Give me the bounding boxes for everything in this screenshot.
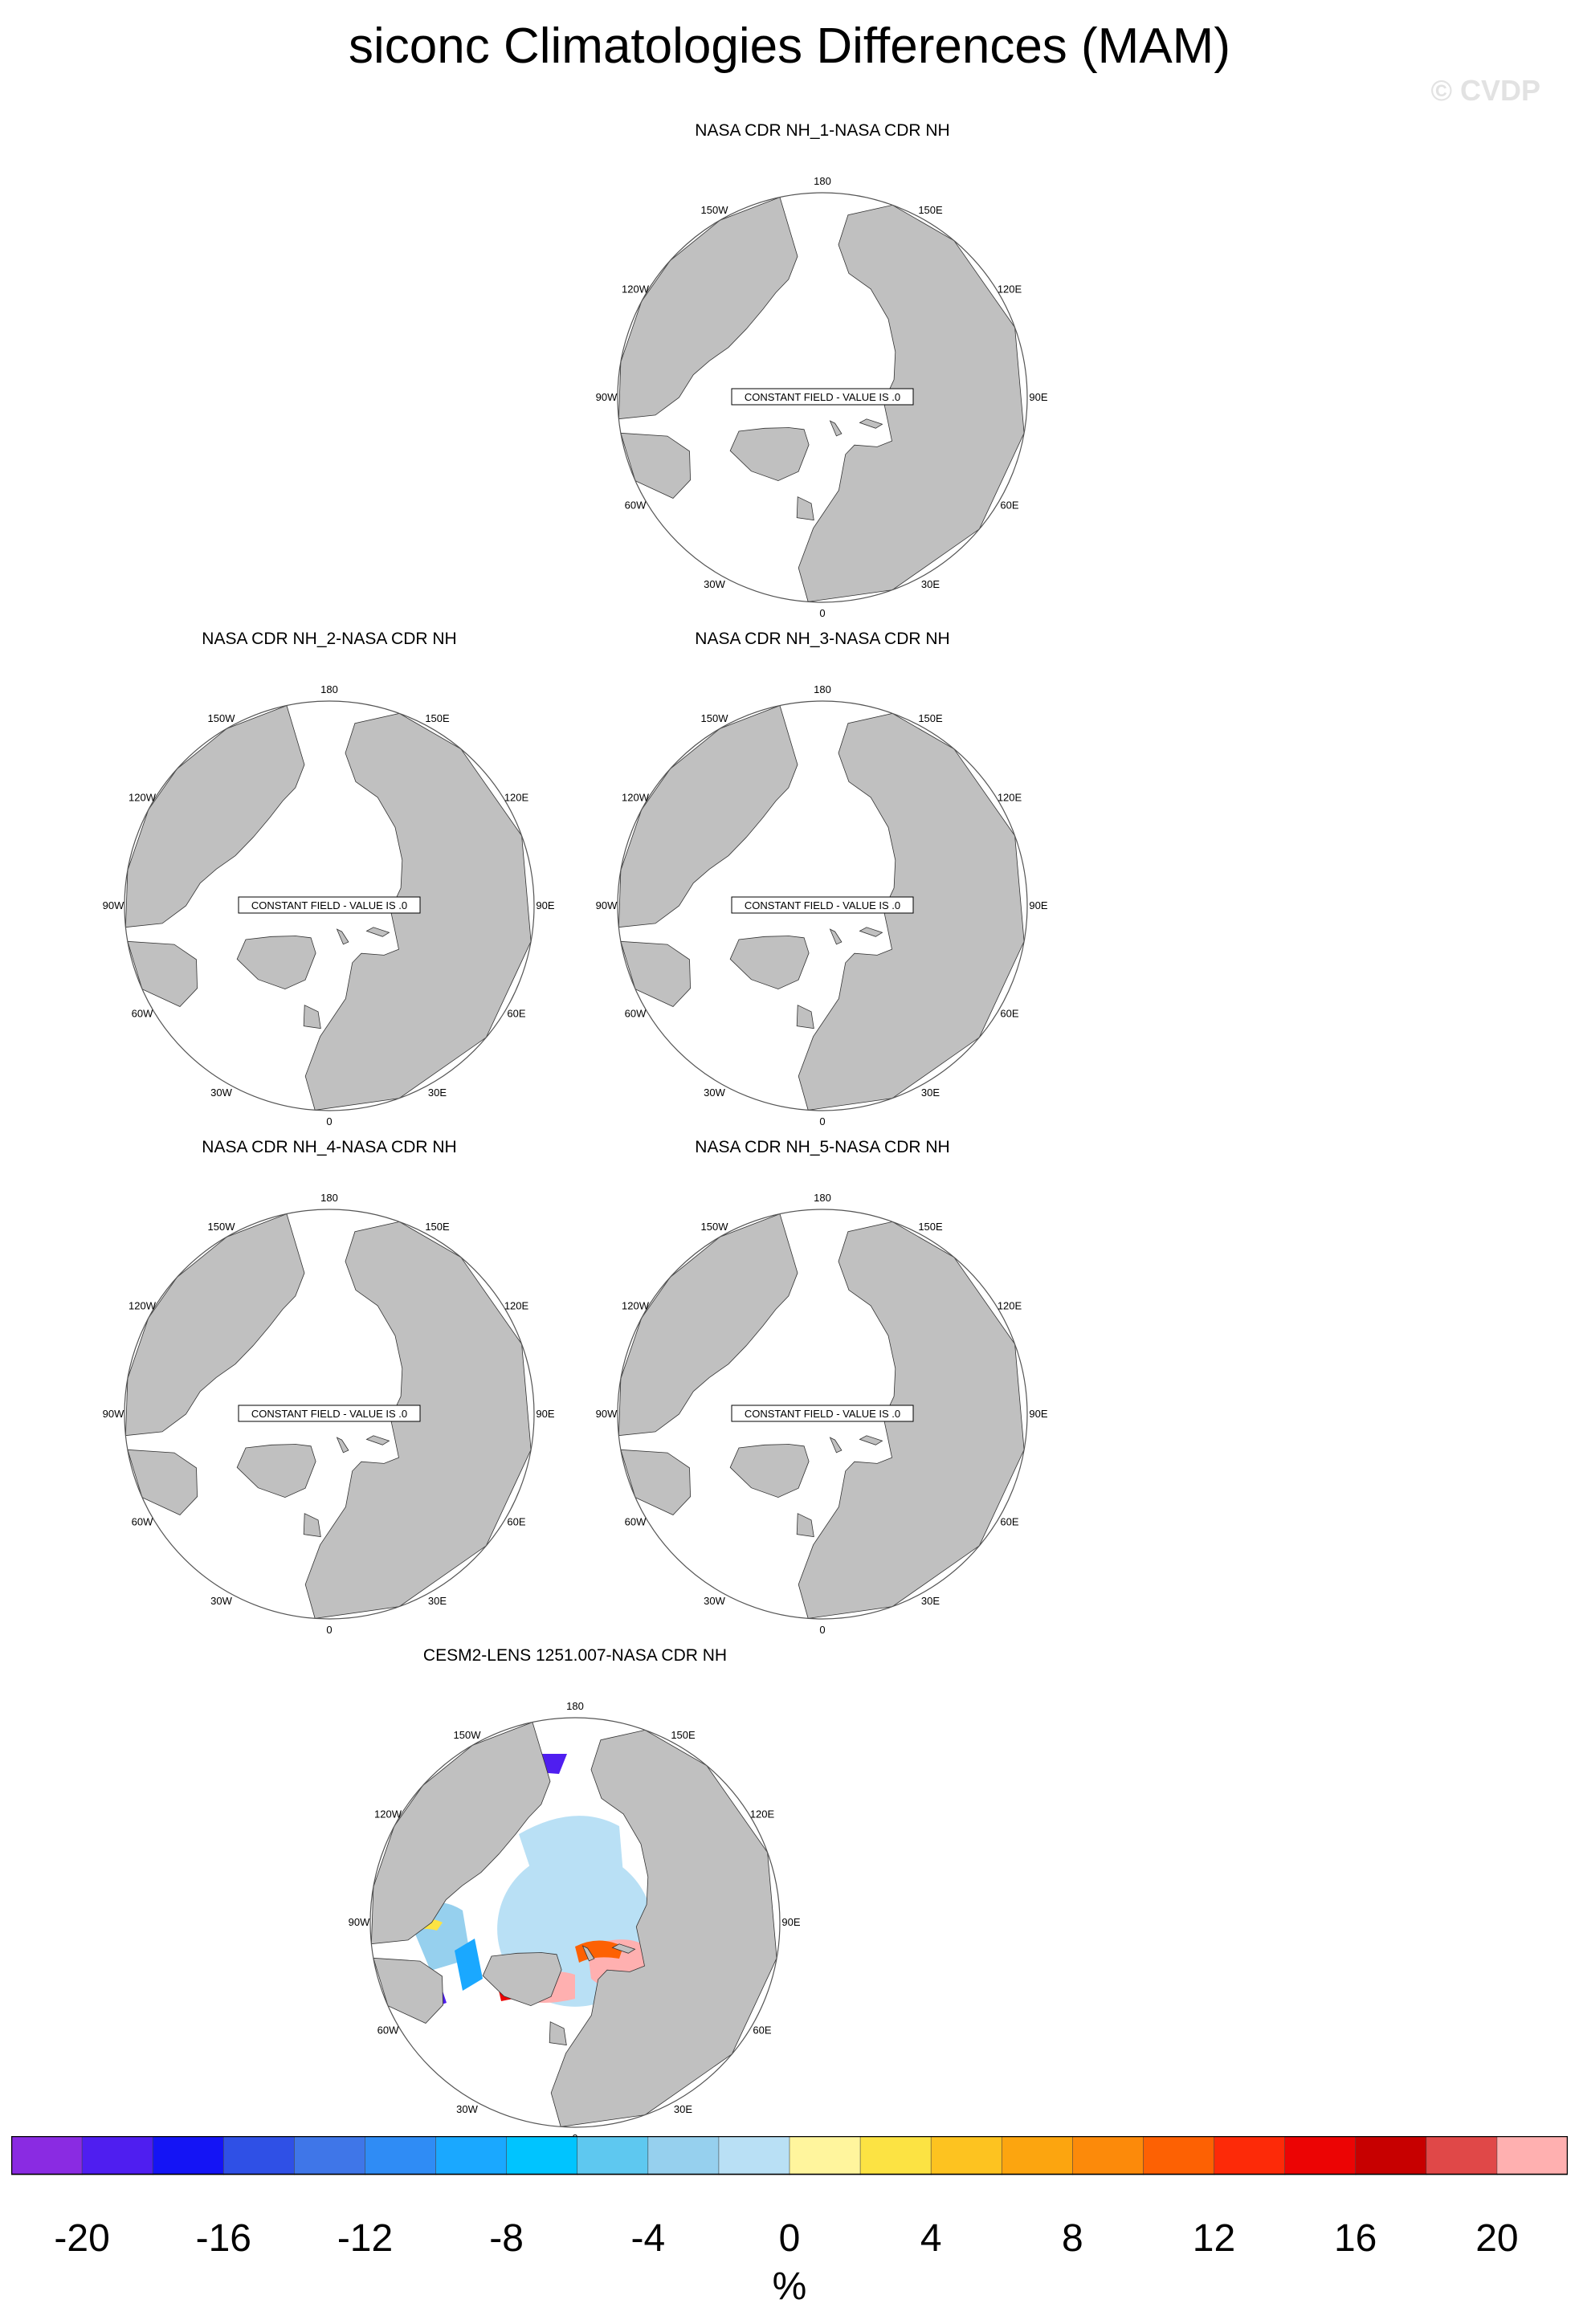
lon-label: 90E: [1029, 899, 1048, 911]
polar-map: [88, 665, 570, 1147]
lon-label: 180: [320, 1192, 338, 1204]
lon-label: 30W: [210, 1087, 232, 1099]
map-panel: [581, 1138, 1063, 1636]
colorbar-units: %: [772, 2265, 807, 2308]
lon-label: 60E: [507, 1007, 526, 1020]
lon-label: 0: [819, 1624, 826, 1636]
lon-label: 30E: [920, 1087, 940, 1099]
colorbar-swatch: [507, 2136, 578, 2175]
lon-label: 150W: [700, 204, 728, 216]
lon-label: 30W: [704, 1087, 725, 1099]
watermark: © CVDP: [1430, 74, 1540, 107]
constant-field-label: CONSTANT FIELD - VALUE IS .0: [744, 899, 901, 911]
colorbar: [11, 2136, 1568, 2176]
lon-label: 150W: [207, 1221, 235, 1233]
panel-title: NASA CDR NH_2-NASA CDR NH: [202, 630, 457, 648]
colorbar-swatch: [294, 2136, 365, 2175]
lon-label: 60E: [1000, 1007, 1019, 1020]
lon-label: 90W: [595, 391, 618, 403]
constant-field-box: [239, 897, 420, 913]
colorbar-swatch: [719, 2136, 790, 2175]
lon-label: 180: [814, 683, 831, 695]
colorbar-swatch: [436, 2136, 508, 2175]
colorbar-tick-label: -20: [54, 2217, 110, 2260]
colorbar-swatch: [860, 2136, 932, 2175]
lon-label: 150W: [453, 1729, 481, 1741]
lon-label: 30W: [704, 1595, 725, 1607]
lon-label: 180: [320, 683, 338, 695]
panel-title: NASA CDR NH_4-NASA CDR NH: [202, 1138, 457, 1156]
lon-label: 90W: [348, 1916, 370, 1928]
lon-label: 0: [326, 1115, 333, 1127]
lon-label: 150W: [700, 1221, 728, 1233]
lon-label: 120W: [129, 791, 156, 804]
lon-label: 120W: [622, 283, 649, 296]
lon-label: 90E: [536, 899, 555, 911]
lon-label: 60W: [624, 1515, 647, 1528]
lon-label: 120E: [997, 283, 1022, 296]
colorbar-swatch: [365, 2136, 436, 2175]
lon-label: 60E: [1000, 1515, 1019, 1528]
chart-title: siconc Climatologies Differences (MAM): [349, 18, 1230, 74]
lon-label: 90W: [595, 899, 618, 911]
panel-title: CESM2-LENS 1251.007-NASA CDR NH: [422, 1646, 728, 1665]
lon-label: 30E: [427, 1087, 447, 1099]
lon-label: 120E: [504, 1299, 529, 1312]
map-panel: [88, 1138, 570, 1636]
colorbar-tick-label: 16: [1333, 2217, 1377, 2260]
polar-map: [581, 1173, 1063, 1655]
constant-field-box: [732, 389, 913, 405]
constant-field-label: CONSTANT FIELD - VALUE IS .0: [251, 899, 408, 911]
colorbar-swatch: [648, 2136, 720, 2175]
colorbar-swatch: [1143, 2136, 1214, 2175]
polar-map: [581, 665, 1063, 1147]
lon-label: 0: [326, 1624, 333, 1636]
colorbar-tick-label: 20: [1475, 2217, 1519, 2260]
colorbar-swatch: [1356, 2136, 1427, 2175]
colorbar-swatch: [1426, 2136, 1498, 2175]
lon-label: 60E: [507, 1515, 526, 1528]
constant-field-label: CONSTANT FIELD - VALUE IS .0: [744, 1408, 901, 1420]
lon-label: 0: [819, 1115, 826, 1127]
colorbar-tick-label: -8: [489, 2217, 524, 2260]
lon-label: 0: [819, 607, 826, 619]
colorbar-swatch: [11, 2136, 83, 2175]
lon-label: 120E: [997, 791, 1022, 804]
colorbar-swatch: [1285, 2136, 1357, 2175]
lon-label: 120E: [504, 791, 529, 804]
colorbar-swatch: [1072, 2136, 1144, 2175]
panel-title: NASA CDR NH_3-NASA CDR NH: [695, 630, 950, 648]
lon-label: 150E: [918, 1221, 943, 1233]
colorbar-swatch: [931, 2136, 1002, 2175]
lon-label: 90E: [536, 1408, 555, 1420]
lon-label: 120W: [129, 1299, 156, 1312]
lon-label: 60E: [1000, 499, 1019, 512]
lon-label: 150E: [425, 712, 450, 724]
lon-label: 60W: [624, 499, 647, 512]
lon-label: 60W: [131, 1515, 153, 1528]
lon-label: 90W: [102, 899, 124, 911]
lon-label: 180: [814, 1192, 831, 1204]
constant-field-box: [732, 897, 913, 913]
lon-label: 60W: [131, 1007, 153, 1020]
polar-map: [581, 157, 1063, 638]
lon-label: 150W: [700, 712, 728, 724]
lon-label: 180: [566, 1700, 584, 1712]
map-panel: [88, 630, 570, 1127]
colorbar-tick-label: -16: [195, 2217, 251, 2260]
panel-title: NASA CDR NH_5-NASA CDR NH: [695, 1138, 950, 1156]
colorbar-swatch: [223, 2136, 295, 2175]
map-panel: [334, 1646, 816, 2131]
lon-label: 120E: [749, 1808, 775, 1820]
lon-label: 90W: [102, 1408, 124, 1420]
colorbar-tick-label: 0: [778, 2217, 801, 2260]
lon-label: 120W: [622, 791, 649, 804]
colorbar-tick-label: -4: [630, 2217, 666, 2260]
colorbar-tick-label: 12: [1192, 2217, 1236, 2260]
constant-field-box: [239, 1405, 420, 1421]
lon-label: 150E: [918, 204, 943, 216]
lon-label: 120W: [622, 1299, 649, 1312]
lon-label: 150E: [425, 1221, 450, 1233]
colorbar-tick-label: 8: [1062, 2217, 1083, 2260]
polar-map: [88, 1173, 570, 1655]
lon-label: 30W: [456, 2103, 478, 2115]
colorbar-swatch: [153, 2136, 224, 2175]
constant-field-label: CONSTANT FIELD - VALUE IS .0: [744, 391, 901, 403]
panel-title: NASA CDR NH_1-NASA CDR NH: [695, 121, 950, 140]
lon-label: 120W: [374, 1808, 402, 1820]
lon-label: 30E: [427, 1595, 447, 1607]
polar-map: [334, 1682, 816, 2163]
colorbar-tick-label: 4: [920, 2217, 942, 2260]
lon-label: 90E: [1029, 391, 1048, 403]
colorbar-swatch: [1002, 2136, 1073, 2175]
lon-label: 60E: [753, 2024, 772, 2037]
lon-label: 30W: [210, 1595, 232, 1607]
lon-label: 30E: [673, 2103, 693, 2115]
lon-label: 60W: [624, 1007, 647, 1020]
map-panel: [581, 121, 1063, 619]
constant-field-label: CONSTANT FIELD - VALUE IS .0: [251, 1408, 408, 1420]
colorbar-swatch: [82, 2136, 153, 2175]
constant-field-box: [732, 1405, 913, 1421]
colorbar-swatch: [577, 2136, 649, 2175]
lon-label: 90W: [595, 1408, 618, 1420]
colorbar-swatch: [1497, 2136, 1568, 2175]
colorbar-tick-label: -12: [337, 2217, 394, 2260]
lon-label: 60W: [377, 2024, 399, 2037]
lon-label: 30W: [704, 578, 725, 590]
lon-label: 150E: [671, 1729, 696, 1741]
lon-label: 30E: [920, 578, 940, 590]
lon-label: 150W: [207, 712, 235, 724]
lon-label: 180: [814, 175, 831, 187]
lon-label: 90E: [781, 1916, 801, 1928]
colorbar-swatch: [1214, 2136, 1286, 2175]
colorbar-swatch: [790, 2136, 861, 2175]
lon-label: 30E: [920, 1595, 940, 1607]
lon-label: 120E: [997, 1299, 1022, 1312]
lon-label: 90E: [1029, 1408, 1048, 1420]
lon-label: 150E: [918, 712, 943, 724]
map-panel: [581, 630, 1063, 1127]
